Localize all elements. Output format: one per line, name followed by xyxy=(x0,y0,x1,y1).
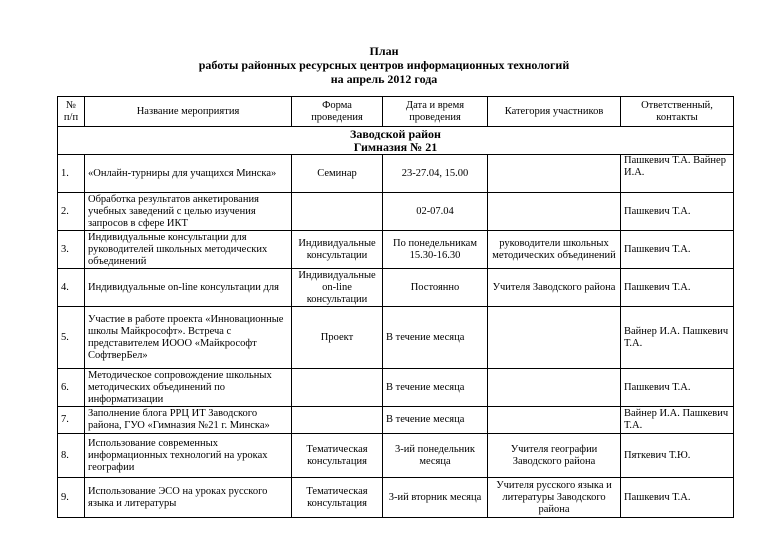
row-name: Заполнение блога РРЦ ИТ Заводского района, ГУО «Гимназия №21 г. Минска» xyxy=(85,407,292,434)
row-responsible: Вайнер И.А. Пашкевич Т.А. xyxy=(621,407,734,434)
col-header-responsible: Ответственный, контакты xyxy=(621,97,734,127)
row-category xyxy=(488,193,621,231)
row-name: Участие в работе проекта «Инновационные школы Майкрософт». Встреча с представителем ИООО «Майкрософт СофтверБел» xyxy=(85,307,292,369)
row-num: 5. xyxy=(58,307,85,369)
row-name: Индивидуальные on-line консультации для xyxy=(85,269,292,307)
row-category: Учителя русского языка и литературы Заводского района xyxy=(488,478,621,518)
row-form: Индивидуальные консультации xyxy=(292,231,383,269)
row-category: Учителя географии Заводского района xyxy=(488,434,621,478)
section-row xyxy=(58,127,734,155)
row-date: 02-07.04 xyxy=(383,193,488,231)
section-district: Заводской район xyxy=(350,126,441,141)
table-header-row xyxy=(58,97,734,127)
table-row xyxy=(58,434,734,478)
col-header-form: Форма проведения xyxy=(292,97,383,127)
row-name: Использование ЭСО на уроках русского языка и литературы xyxy=(85,478,292,518)
row-date: 3-ий понедельник месяца xyxy=(383,434,488,478)
table-row xyxy=(58,407,734,434)
row-name: Индивидуальные консультации для руководителей школьных методических объединений xyxy=(85,231,292,269)
row-form: Семинар xyxy=(292,155,383,193)
table-row xyxy=(58,478,734,518)
row-responsible: Пашкевич Т.А. xyxy=(621,193,734,231)
row-responsible: Пашкевич Т.А. xyxy=(621,269,734,307)
row-form: Тематическая консультация xyxy=(292,478,383,518)
table-row xyxy=(58,155,734,193)
row-form xyxy=(292,407,383,434)
row-num: 7. xyxy=(58,407,85,434)
row-date: Постоянно xyxy=(383,269,488,307)
row-num: 3. xyxy=(58,231,85,269)
row-num: 8. xyxy=(58,434,85,478)
row-category: Учителя Заводского района xyxy=(488,269,621,307)
row-date: В течение месяца xyxy=(383,407,488,434)
row-form: Индивидуальные on-line консультации xyxy=(292,269,383,307)
col-header-date: Дата и время проведения xyxy=(383,97,488,127)
row-form: Проект xyxy=(292,307,383,369)
row-date: 3-ий вторник месяца xyxy=(383,478,488,518)
row-form xyxy=(292,193,383,231)
row-category xyxy=(488,407,621,434)
row-form: Тематическая консультация xyxy=(292,434,383,478)
row-date: По понедельникам 15.30-16.30 xyxy=(383,231,488,269)
plan-period: на апрель 2012 года xyxy=(330,72,438,86)
section-school: Гимназия № 21 xyxy=(353,139,438,154)
row-date: 23-27.04, 15.00 xyxy=(383,155,488,193)
row-category xyxy=(488,307,621,369)
row-category xyxy=(488,369,621,407)
col-header-name: Название мероприятия xyxy=(85,97,292,127)
row-num: 9. xyxy=(58,478,85,518)
row-form xyxy=(292,369,383,407)
plan-subtitle: работы районных ресурсных центров информационных технологий xyxy=(198,58,570,72)
row-name: Использование современных информационных технологий на уроках географии xyxy=(85,434,292,478)
row-num: 2. xyxy=(58,193,85,231)
plan-title: План xyxy=(369,44,399,58)
plan-table xyxy=(57,96,734,518)
row-responsible: Пашкевич Т.А. xyxy=(621,231,734,269)
row-date: В течение месяца xyxy=(383,369,488,407)
table-row xyxy=(58,193,734,231)
col-header-category: Категория участников xyxy=(488,97,621,127)
col-header-num: № п/п xyxy=(58,97,85,127)
row-category xyxy=(488,155,621,193)
table-row xyxy=(58,369,734,407)
table-row xyxy=(58,307,734,369)
row-num: 1. xyxy=(58,155,85,193)
row-num: 6. xyxy=(58,369,85,407)
row-responsible: Пяткевич Т.Ю. xyxy=(621,434,734,478)
row-responsible: Вайнер И.А. Пашкевич Т.А. xyxy=(621,307,734,369)
row-responsible: Пашкевич Т.А. xyxy=(621,478,734,518)
row-responsible: Пашкевич Т.А. Вайнер И.А. xyxy=(621,155,734,193)
row-name: Обработка результатов анкетирования учебных заведений с целью изучения запросов в сфере ИКТ xyxy=(85,193,292,231)
section-heading xyxy=(58,127,734,155)
row-responsible: Пашкевич Т.А. xyxy=(621,369,734,407)
row-name: Методическое сопровождение школьных методических объединений по информатизации xyxy=(85,369,292,407)
row-num: 4. xyxy=(58,269,85,307)
row-category: руководители школьных методических объединений xyxy=(488,231,621,269)
row-date: В течение месяца xyxy=(383,307,488,369)
table-row xyxy=(58,231,734,269)
row-name: «Онлайн-турниры для учащихся Минска» xyxy=(85,155,292,193)
table-row xyxy=(58,269,734,307)
